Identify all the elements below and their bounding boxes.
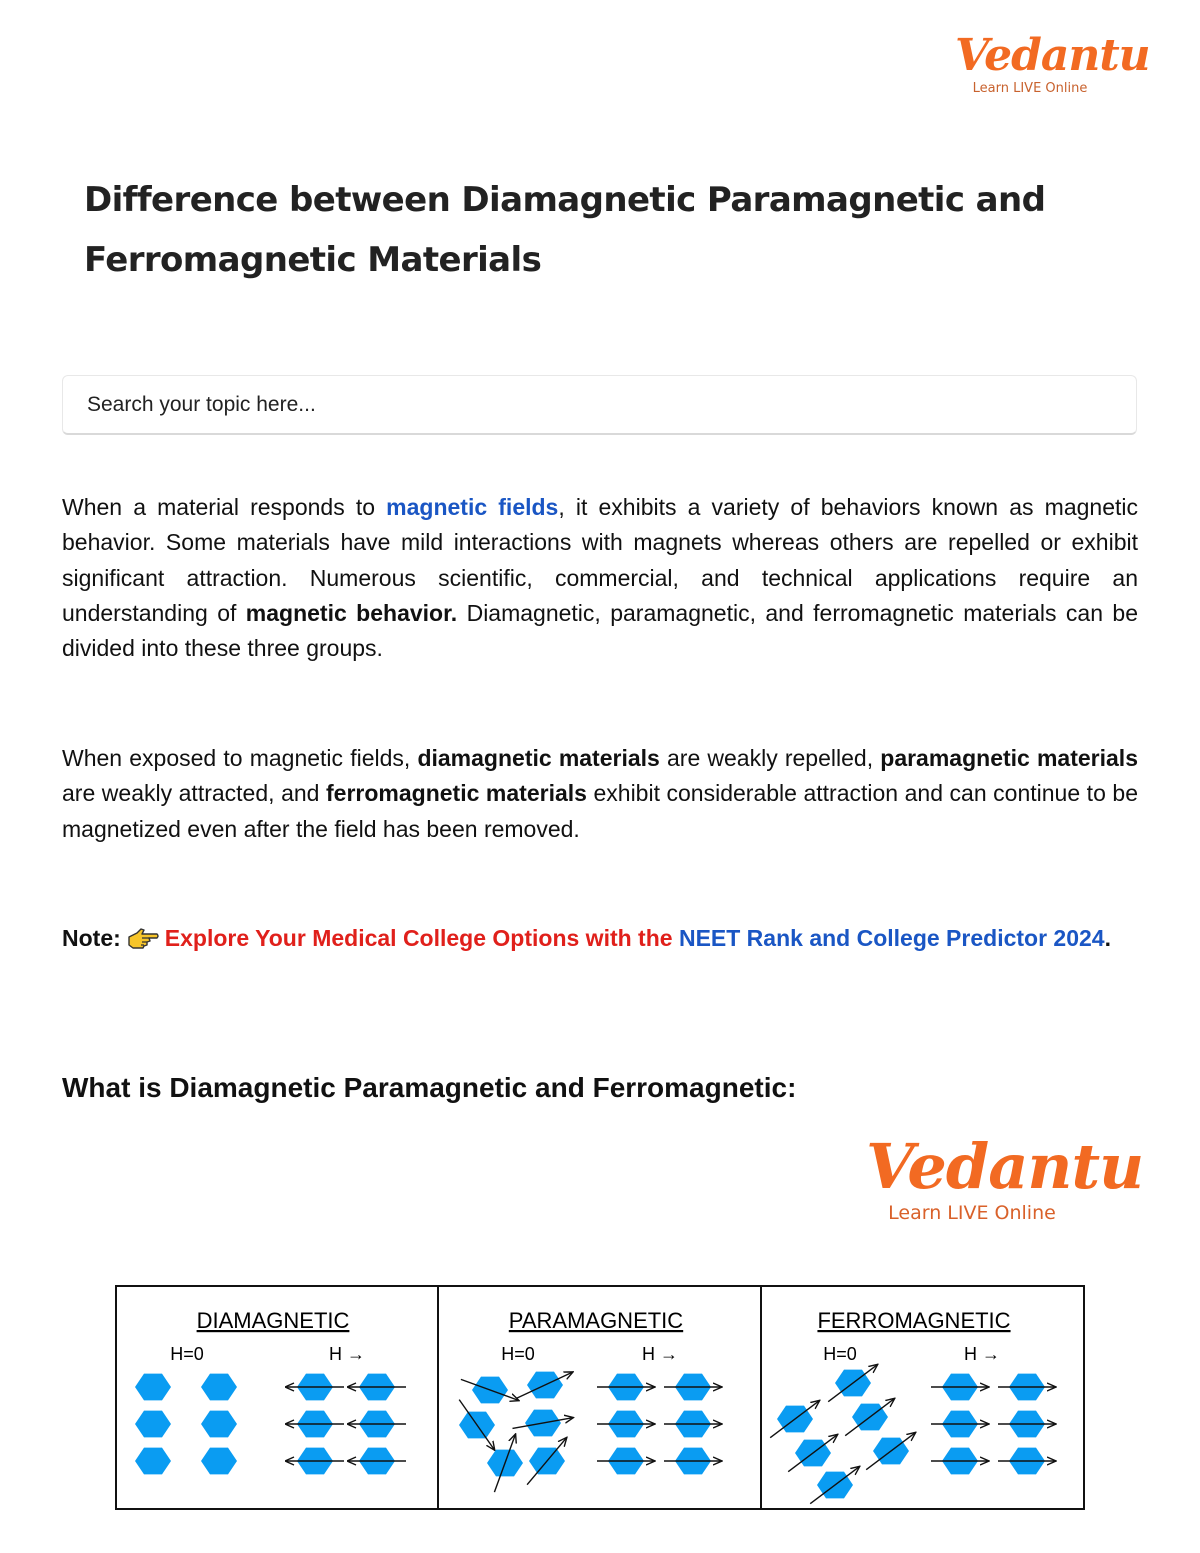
- vedantu-logo-image: [866, 1130, 1144, 1224]
- behavior-paragraph: [62, 741, 1138, 847]
- note-end: .: [1104, 925, 1111, 951]
- neet-predictor-link[interactable]: NEET Rank and College Predictor 2024: [678, 925, 1105, 951]
- bold-run: paramagnetic materials: [880, 745, 1138, 771]
- text-run: are weakly repelled,: [659, 745, 881, 771]
- field-applied-label: H →: [642, 1344, 678, 1364]
- logo-wordmark: Vedantu: [866, 1130, 1144, 1203]
- text-run: , it exhibits a variety of behaviors known as magnetic behavior. Some materials have mild interactions with magnets whereas others are repelled or exhibit significant attraction. Numerous scientific, commercial, and technical applications require an understanding of: [62, 494, 1138, 626]
- text-run: When exposed to magnetic fields,: [62, 745, 418, 771]
- bold-run: magnetic behavior.: [245, 599, 458, 626]
- field-zero-label: H=0: [823, 1344, 857, 1364]
- field-applied-label: H →: [964, 1344, 1000, 1364]
- panel-title: DIAMAGNETIC: [196, 1308, 350, 1333]
- bold-run: diamagnetic materials: [417, 745, 660, 771]
- note-paragraph: [62, 921, 1138, 956]
- text-run: are weakly attracted, and: [62, 780, 326, 807]
- note-label: Note:: [62, 925, 121, 951]
- field-applied-label: H →: [329, 1344, 365, 1364]
- panel-title: PARAMAGNETIC: [508, 1308, 684, 1333]
- panel-title: FERROMAGNETIC: [817, 1308, 1011, 1333]
- logo-tagline: Learn LIVE Online: [888, 1202, 1056, 1224]
- magnetic-fields-link[interactable]: magnetic fields: [386, 494, 559, 520]
- search-input[interactable]: Search your topic here...: [62, 375, 1137, 435]
- bold-run: ferromagnetic materials: [326, 780, 587, 807]
- pointing-hand-icon: [127, 927, 159, 949]
- section-heading: What is Diamagnetic Paramagnetic and Ferromagnetic:: [62, 1072, 797, 1103]
- page-title: Difference between Diamagnetic Paramagnetic and Ferromagnetic Materials: [84, 180, 1046, 280]
- text-run: When a material responds to: [62, 494, 387, 520]
- magnetism-diagram: [115, 1285, 1085, 1510]
- text-run: exhibit considerable attraction and can continue to be magnetized even after the field has been removed.: [62, 780, 1138, 842]
- note-highlight: Explore Your Medical College Options with the: [164, 925, 673, 951]
- logo-tagline: Learn LIVE Online: [972, 81, 1088, 96]
- field-zero-label: H=0: [170, 1344, 204, 1364]
- logo-wordmark: Vedantu: [955, 30, 1150, 81]
- intro-paragraph: [62, 490, 1138, 666]
- field-zero-label: H=0: [501, 1344, 535, 1364]
- vedantu-logo-top[interactable]: [955, 30, 1150, 96]
- text-run: Diamagnetic, paramagnetic, and ferromagnetic materials can be divided into these three groups.: [62, 599, 1138, 662]
